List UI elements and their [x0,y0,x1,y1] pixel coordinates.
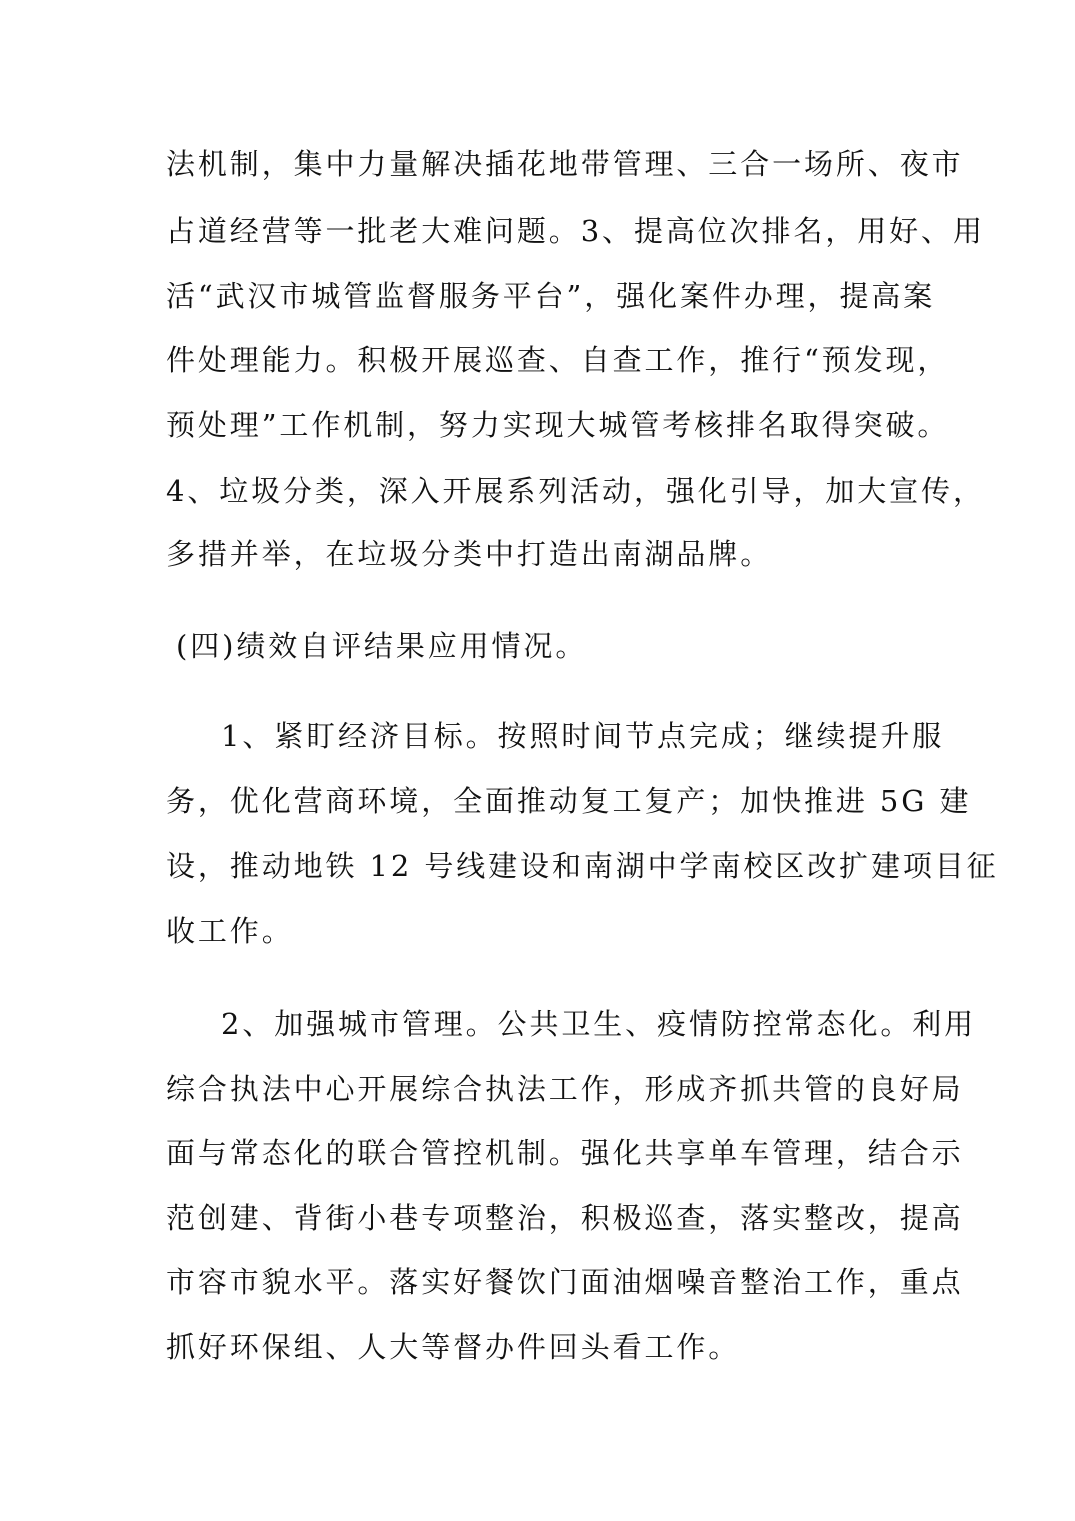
paragraph-line: 综合执法中心开展综合执法工作，形成齐抓共管的良好局 [166,1072,964,1106]
paragraph-line: 范创建、背街小巷专项整治，积极巡查，落实整改，提高 [166,1201,964,1235]
paragraph-line: 1、紧盯经济目标。按照时间节点完成；继续提升服 [221,719,945,753]
paragraph-line: 4、垃圾分类，深入开展系列活动，强化引导，加大宣传， [166,474,985,508]
paragraph-line: 件处理能力。积极开展巡查、自查工作，推行“预发现， [166,343,950,377]
paragraph-line: 收工作。 [166,914,294,948]
paragraph-line: 设，推动地铁 12 号线建设和南湖中学南校区改扩建项目征 [166,849,999,883]
section-heading: (四)绩效自评结果应用情况。 [176,629,588,663]
paragraph-line: 预处理”工作机制，努力实现大城管考核排名取得突破。 [166,408,950,442]
paragraph-line: 面与常态化的联合管控机制。强化共享单车管理，结合示 [166,1136,964,1170]
paragraph-line: 市容市貌水平。落实好餐饮门面油烟噪音整治工作，重点 [166,1265,964,1299]
paragraph-line: 法机制，集中力量解决插花地带管理、三合一场所、夜市 [166,147,964,181]
paragraph-line: 多措并举，在垃圾分类中打造出南湖品牌。 [166,537,773,571]
paragraph-line: 2、加强城市管理。公共卫生、疫情防控常态化。利用 [221,1007,977,1041]
paragraph-line: 抓好环保组、人大等督办件回头看工作。 [166,1330,741,1364]
paragraph-line: 占道经营等一批老大难问题。3、提高位次排名，用好、用 [166,214,985,248]
paragraph-line: 活“武汉市城管监督服务平台”，强化案件办理，提高案 [166,279,936,313]
paragraph-line: 务，优化营商环境，全面推动复工复产；加快推进 5G 建 [166,784,972,818]
